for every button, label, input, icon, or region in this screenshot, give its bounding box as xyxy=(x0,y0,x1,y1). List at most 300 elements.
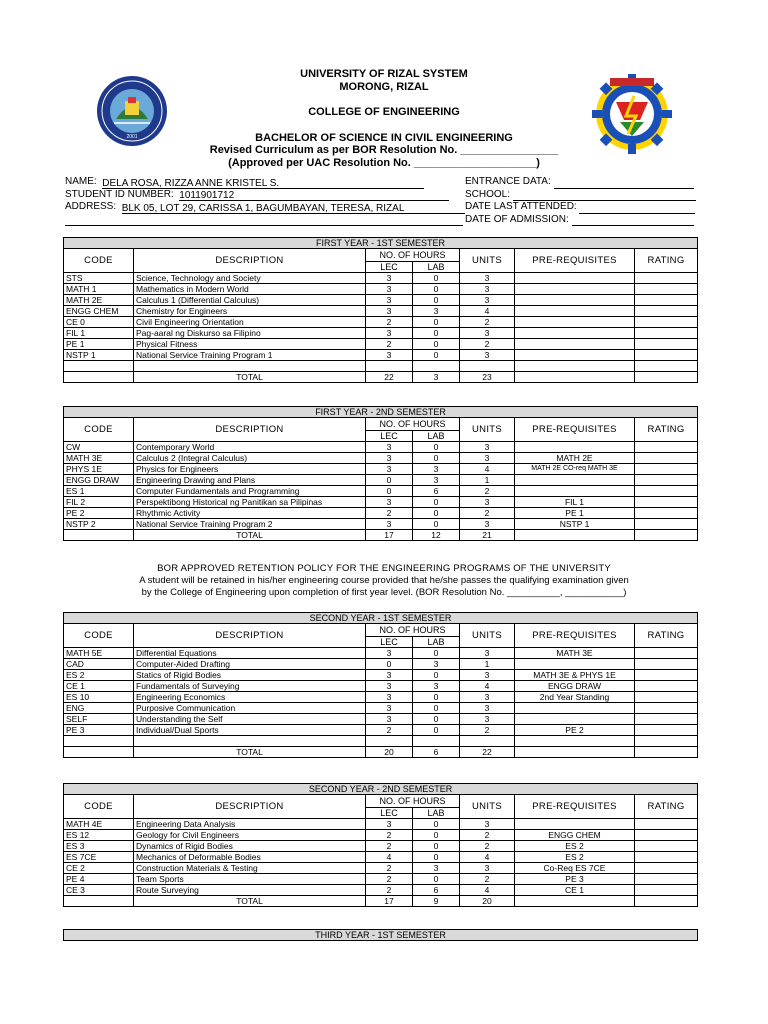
university-name: UNIVERSITY OF RIZAL SYSTEM xyxy=(300,68,468,80)
course-code: PE 4 xyxy=(64,874,134,885)
course-rating[interactable] xyxy=(635,273,698,284)
course-code: PE 1 xyxy=(64,339,134,350)
course-prerequisites: MATH 3E & PHYS 1E xyxy=(515,670,635,681)
course-code: ES 10 xyxy=(64,692,134,703)
address-field xyxy=(122,203,465,214)
course-row xyxy=(64,841,698,852)
total-label: TOTAL xyxy=(134,530,366,541)
course-description: Fundamentals of Surveying xyxy=(134,681,366,692)
course-code: FIL 1 xyxy=(64,328,134,339)
lec-header: LEC xyxy=(366,637,413,648)
course-row xyxy=(64,464,698,475)
course-rating[interactable] xyxy=(635,486,698,497)
course-units: 2 xyxy=(460,841,515,852)
course-code: CW xyxy=(64,442,134,453)
course-units: 3 xyxy=(460,692,515,703)
units-header: UNITS xyxy=(460,795,515,819)
total-units: 23 xyxy=(460,372,515,383)
lec-hours: 3 xyxy=(366,681,413,692)
lec-hours: 3 xyxy=(366,273,413,284)
blank-row xyxy=(64,361,698,372)
course-units: 3 xyxy=(460,284,515,295)
course-units: 1 xyxy=(460,659,515,670)
lec-hours: 3 xyxy=(366,819,413,830)
description-header: DESCRIPTION xyxy=(134,249,366,273)
blank-row xyxy=(64,736,698,747)
course-prerequisites: MATH 2E CO-req MATH 3E xyxy=(515,464,635,475)
course-rating[interactable] xyxy=(635,442,698,453)
lab-hours: 3 xyxy=(413,464,460,475)
total-lab: 3 xyxy=(413,372,460,383)
course-rating[interactable] xyxy=(635,508,698,519)
course-code: ES 1 xyxy=(64,486,134,497)
course-code: CE 0 xyxy=(64,317,134,328)
course-prerequisites xyxy=(515,306,635,317)
course-row xyxy=(64,863,698,874)
lec-hours: 3 xyxy=(366,306,413,317)
course-rating[interactable] xyxy=(635,841,698,852)
name-field xyxy=(102,178,424,189)
rating-header: RATING xyxy=(635,249,698,273)
units-header: UNITS xyxy=(460,249,515,273)
retention-policy xyxy=(0,563,768,599)
lec-header: LEC xyxy=(366,262,413,273)
course-description: Calculus 2 (Integral Calculus) xyxy=(134,453,366,464)
university-location: MORONG, RIZAL xyxy=(339,80,429,93)
course-prerequisites: CE 1 xyxy=(515,885,635,896)
course-prerequisites: ENGG DRAW xyxy=(515,681,635,692)
course-rating[interactable] xyxy=(635,692,698,703)
lec-hours: 3 xyxy=(366,519,413,530)
lab-hours: 3 xyxy=(413,659,460,670)
total-units: 21 xyxy=(460,530,515,541)
prerequisites-header: PRE-REQUISITES xyxy=(515,795,635,819)
lec-hours: 2 xyxy=(366,863,413,874)
course-description: Rhythmic Activity xyxy=(134,508,366,519)
course-units: 4 xyxy=(460,885,515,896)
course-code: PE 2 xyxy=(64,508,134,519)
course-description: Statics of Rigid Bodies xyxy=(134,670,366,681)
lab-hours: 0 xyxy=(413,317,460,328)
hours-header: NO. OF HOURS xyxy=(366,624,460,637)
rating-header: RATING xyxy=(635,624,698,648)
lec-hours: 3 xyxy=(366,464,413,475)
lab-hours: 0 xyxy=(413,819,460,830)
course-row xyxy=(64,725,698,736)
course-prerequisites xyxy=(515,273,635,284)
course-code: MATH 2E xyxy=(64,295,134,306)
course-prerequisites xyxy=(515,819,635,830)
course-description: Chemistry for Engineers xyxy=(134,306,366,317)
course-row xyxy=(64,659,698,670)
retention-policy-title: BOR APPROVED RETENTION POLICY FOR THE ENGINEERING PROGRAMS OF THE UNIVERSITY xyxy=(157,563,611,574)
course-code: PHYS 1E xyxy=(64,464,134,475)
course-code: NSTP 2 xyxy=(64,519,134,530)
description-header: DESCRIPTION xyxy=(134,795,366,819)
total-row xyxy=(64,896,698,907)
lab-header: LAB xyxy=(413,262,460,273)
course-prerequisites: MATH 3E xyxy=(515,648,635,659)
course-rating[interactable] xyxy=(635,317,698,328)
course-description: National Service Training Program 2 xyxy=(134,519,366,530)
lec-hours: 2 xyxy=(366,339,413,350)
lec-header: LEC xyxy=(366,808,413,819)
first-year-first-semester-table xyxy=(63,237,698,383)
description-header: DESCRIPTION xyxy=(134,418,366,442)
date-last-attended-field xyxy=(579,203,695,214)
course-prerequisites: FIL 1 xyxy=(515,497,635,508)
lab-hours: 3 xyxy=(413,306,460,317)
course-code: ES 7CE xyxy=(64,852,134,863)
course-rating[interactable] xyxy=(635,361,698,372)
lab-hours: 0 xyxy=(413,453,460,464)
course-units: 4 xyxy=(460,681,515,692)
total-row xyxy=(64,747,698,758)
total-lec: 17 xyxy=(366,896,413,907)
lec-hours: 2 xyxy=(366,830,413,841)
course-row xyxy=(64,519,698,530)
date-of-admission-label: DATE OF ADMISSION: xyxy=(465,213,569,225)
course-units: 2 xyxy=(460,486,515,497)
lec-hours: 2 xyxy=(366,725,413,736)
course-row xyxy=(64,497,698,508)
seal-year: 2001 xyxy=(126,134,138,140)
course-units: 3 xyxy=(460,350,515,361)
lec-hours: 2 xyxy=(366,841,413,852)
total-label: TOTAL xyxy=(134,747,366,758)
course-prerequisites xyxy=(515,486,635,497)
lec-hours: 3 xyxy=(366,648,413,659)
lab-hours: 0 xyxy=(413,350,460,361)
course-prerequisites: PE 3 xyxy=(515,874,635,885)
course-units: 2 xyxy=(460,339,515,350)
course-description: Perspektibong Historical ng Panitikan sa Pilipinas xyxy=(134,497,366,508)
course-units: 2 xyxy=(460,725,515,736)
lab-hours: 0 xyxy=(413,841,460,852)
course-rating[interactable] xyxy=(635,874,698,885)
course-prerequisites xyxy=(515,475,635,486)
course-row xyxy=(64,486,698,497)
course-rating[interactable] xyxy=(635,306,698,317)
course-description: Physics for Engineers xyxy=(134,464,366,475)
course-units: 3 xyxy=(460,453,515,464)
course-prerequisites: Co-Req ES 7CE xyxy=(515,863,635,874)
lec-hours: 3 xyxy=(366,295,413,306)
lec-hours: 2 xyxy=(366,885,413,896)
code-header: CODE xyxy=(64,418,134,442)
course-units: 1 xyxy=(460,475,515,486)
course-rating[interactable] xyxy=(635,284,698,295)
lab-hours: 0 xyxy=(413,519,460,530)
college-name: COLLEGE OF ENGINEERING xyxy=(308,106,460,118)
course-row xyxy=(64,328,698,339)
lec-hours: 2 xyxy=(366,508,413,519)
course-prerequisites: 2nd Year Standing xyxy=(515,692,635,703)
course-rating[interactable] xyxy=(635,339,698,350)
date-of-admission-field xyxy=(572,215,694,226)
course-rating[interactable] xyxy=(635,328,698,339)
course-rating[interactable] xyxy=(635,863,698,874)
lec-hours: 3 xyxy=(366,714,413,725)
total-units: 20 xyxy=(460,896,515,907)
course-code: FIL 2 xyxy=(64,497,134,508)
course-rating[interactable] xyxy=(635,475,698,486)
lab-hours: 0 xyxy=(413,284,460,295)
course-rating[interactable] xyxy=(635,453,698,464)
hours-header: NO. OF HOURS xyxy=(366,795,460,808)
course-code: STS xyxy=(64,273,134,284)
course-row xyxy=(64,317,698,328)
semester-title: FIRST YEAR - 2ND SEMESTER xyxy=(64,407,698,418)
course-row xyxy=(64,874,698,885)
course-units: 2 xyxy=(460,317,515,328)
course-code: MATH 1 xyxy=(64,284,134,295)
total-label: TOTAL xyxy=(134,372,366,383)
course-row xyxy=(64,670,698,681)
course-description: Dynamics of Rigid Bodies xyxy=(134,841,366,852)
course-code: CE 1 xyxy=(64,681,134,692)
course-units: 2 xyxy=(460,508,515,519)
course-rating[interactable] xyxy=(635,725,698,736)
name-value: DELA ROSA, RIZZA ANNE KRISTEL S. xyxy=(102,177,280,189)
hours-header: NO. OF HOURS xyxy=(366,418,460,431)
course-rating[interactable] xyxy=(635,464,698,475)
course-description: Engineering Economics xyxy=(134,692,366,703)
retention-policy-line1: A student will be retained in his/her engineering course provided that he/she passes the qualifying examination given xyxy=(139,575,629,586)
course-code: SELF xyxy=(64,714,134,725)
code-header: CODE xyxy=(64,249,134,273)
course-rating[interactable] xyxy=(635,819,698,830)
course-description: Understanding the Self xyxy=(134,714,366,725)
course-code: MATH 4E xyxy=(64,819,134,830)
course-description: Engineering Drawing and Plans xyxy=(134,475,366,486)
course-rating[interactable] xyxy=(635,670,698,681)
course-description: Contemporary World xyxy=(134,442,366,453)
course-units: 2 xyxy=(460,830,515,841)
course-rating[interactable] xyxy=(635,703,698,714)
lab-hours: 0 xyxy=(413,442,460,453)
course-description: Team Sports xyxy=(134,874,366,885)
lab-hours: 3 xyxy=(413,681,460,692)
course-code: PE 3 xyxy=(64,725,134,736)
course-row xyxy=(64,508,698,519)
student-id-label: STUDENT ID NUMBER: xyxy=(65,188,174,200)
course-prerequisites xyxy=(515,339,635,350)
course-rating[interactable] xyxy=(635,852,698,863)
lec-hours: 3 xyxy=(366,703,413,714)
course-rating[interactable] xyxy=(635,681,698,692)
course-description: Calculus 1 (Differential Calculus) xyxy=(134,295,366,306)
course-description: National Service Training Program 1 xyxy=(134,350,366,361)
lab-header: LAB xyxy=(413,637,460,648)
lab-hours: 0 xyxy=(413,692,460,703)
course-row xyxy=(64,453,698,464)
semester-title: SECOND YEAR - 2ND SEMESTER xyxy=(64,784,698,795)
semester-title: SECOND YEAR - 1ST SEMESTER xyxy=(64,613,698,624)
lec-hours: 0 xyxy=(366,486,413,497)
lab-hours: 0 xyxy=(413,295,460,306)
course-prerequisites: ES 2 xyxy=(515,852,635,863)
lab-hours: 0 xyxy=(413,339,460,350)
total-lab: 6 xyxy=(413,747,460,758)
first-year-second-semester-table xyxy=(63,406,698,541)
date-last-attended-label: DATE LAST ATTENDED: xyxy=(465,201,577,212)
program-name: BACHELOR OF SCIENCE IN CIVIL ENGINEERING xyxy=(255,131,513,144)
total-lec: 22 xyxy=(366,372,413,383)
course-rating[interactable] xyxy=(635,830,698,841)
prerequisites-header: PRE-REQUISITES xyxy=(515,249,635,273)
course-prerequisites: PE 1 xyxy=(515,508,635,519)
course-description: Civil Engineering Orientation xyxy=(134,317,366,328)
course-rating[interactable] xyxy=(635,519,698,530)
course-units: 3 xyxy=(460,519,515,530)
code-header: CODE xyxy=(64,795,134,819)
course-code: MATH 3E xyxy=(64,453,134,464)
course-units: 3 xyxy=(460,670,515,681)
course-prerequisites: ENGG CHEM xyxy=(515,830,635,841)
semester-title: FIRST YEAR - 1ST SEMESTER xyxy=(64,238,698,249)
course-prerequisites xyxy=(515,350,635,361)
course-description: Individual/Dual Sports xyxy=(134,725,366,736)
university-seal-logo xyxy=(96,75,168,147)
course-prerequisites xyxy=(515,659,635,670)
course-prerequisites xyxy=(515,328,635,339)
total-units: 22 xyxy=(460,747,515,758)
lec-header: LEC xyxy=(366,431,413,442)
course-row xyxy=(64,819,698,830)
course-units: 3 xyxy=(460,703,515,714)
course-code: CE 2 xyxy=(64,863,134,874)
lec-hours: 3 xyxy=(366,284,413,295)
course-description: Purposive Communication xyxy=(134,703,366,714)
course-prerequisites xyxy=(515,317,635,328)
course-units: 3 xyxy=(460,273,515,284)
entrance-data-label: ENTRANCE DATA: xyxy=(465,176,551,187)
course-row xyxy=(64,714,698,725)
course-rating[interactable] xyxy=(635,736,698,747)
course-units: 3 xyxy=(460,819,515,830)
course-rating[interactable] xyxy=(635,659,698,670)
total-lab: 9 xyxy=(413,896,460,907)
course-prerequisites xyxy=(515,442,635,453)
course-rating[interactable] xyxy=(635,714,698,725)
course-row xyxy=(64,273,698,284)
lec-hours: 3 xyxy=(366,692,413,703)
lab-hours: 0 xyxy=(413,497,460,508)
lab-hours: 6 xyxy=(413,885,460,896)
course-description: Mathematics in Modern World xyxy=(134,284,366,295)
course-row xyxy=(64,295,698,306)
lec-hours: 2 xyxy=(366,874,413,885)
lab-hours: 0 xyxy=(413,648,460,659)
course-description: Pag-aaral ng Diskurso sa Filipino xyxy=(134,328,366,339)
total-row xyxy=(64,372,698,383)
student-id-field xyxy=(179,190,449,201)
course-rating[interactable] xyxy=(635,350,698,361)
course-row xyxy=(64,648,698,659)
lab-hours: 0 xyxy=(413,670,460,681)
total-lec: 20 xyxy=(366,747,413,758)
lec-hours: 3 xyxy=(366,442,413,453)
course-code: ENGG CHEM xyxy=(64,306,134,317)
lab-hours: 3 xyxy=(413,475,460,486)
course-code: CE 3 xyxy=(64,885,134,896)
course-units: 4 xyxy=(460,306,515,317)
course-row xyxy=(64,692,698,703)
name-label: NAME: xyxy=(65,176,97,187)
course-description: Computer-Aided Drafting xyxy=(134,659,366,670)
blank-address-line xyxy=(65,215,463,226)
course-code: ENG xyxy=(64,703,134,714)
course-description: Science, Technology and Society xyxy=(134,273,366,284)
lec-hours: 3 xyxy=(366,497,413,508)
course-units: 3 xyxy=(460,714,515,725)
school-field xyxy=(513,190,696,201)
course-code: CAD xyxy=(64,659,134,670)
lab-hours: 0 xyxy=(413,714,460,725)
course-prerequisites: NSTP 1 xyxy=(515,519,635,530)
course-rating[interactable] xyxy=(635,295,698,306)
lec-hours: 3 xyxy=(366,670,413,681)
units-header: UNITS xyxy=(460,624,515,648)
hours-header: NO. OF HOURS xyxy=(366,249,460,262)
entrance-data-field xyxy=(554,178,694,189)
course-row xyxy=(64,306,698,317)
code-header: CODE xyxy=(64,624,134,648)
course-description: Route Surveying xyxy=(134,885,366,896)
retention-policy-line2: by the College of Engineering upon completion of first year level. (BOR Resolution No. __________, ___________) xyxy=(141,587,627,598)
course-rating[interactable] xyxy=(635,648,698,659)
course-code: ES 3 xyxy=(64,841,134,852)
course-units: 3 xyxy=(460,328,515,339)
course-description: Physical Fitness xyxy=(134,339,366,350)
course-rating[interactable] xyxy=(635,885,698,896)
lab-hours: 0 xyxy=(413,725,460,736)
lab-header: LAB xyxy=(413,431,460,442)
course-row xyxy=(64,885,698,896)
lec-hours: 2 xyxy=(366,317,413,328)
semester-title: THIRD YEAR - 1ST SEMESTER xyxy=(64,930,698,941)
course-description: Geology for Civil Engineers xyxy=(134,830,366,841)
course-prerequisites xyxy=(515,703,635,714)
prerequisites-header: PRE-REQUISITES xyxy=(515,418,635,442)
engineering-logo xyxy=(590,72,674,154)
course-units: 2 xyxy=(460,874,515,885)
lab-hours: 0 xyxy=(413,874,460,885)
third-year-first-semester-table xyxy=(63,929,698,941)
lec-hours: 3 xyxy=(366,350,413,361)
course-description: Computer Fundamentals and Programming xyxy=(134,486,366,497)
lab-header: LAB xyxy=(413,808,460,819)
course-units: 3 xyxy=(460,648,515,659)
total-row xyxy=(64,530,698,541)
student-id-value: 1011901712 xyxy=(179,190,235,201)
course-rating[interactable] xyxy=(635,497,698,508)
course-description: Construction Materials & Testing xyxy=(134,863,366,874)
course-row xyxy=(64,442,698,453)
total-lec: 17 xyxy=(366,530,413,541)
lab-hours: 0 xyxy=(413,703,460,714)
course-units: 3 xyxy=(460,295,515,306)
course-row xyxy=(64,350,698,361)
course-row xyxy=(64,339,698,350)
lab-hours: 0 xyxy=(413,328,460,339)
total-label: TOTAL xyxy=(134,896,366,907)
lec-hours: 0 xyxy=(366,659,413,670)
units-header: UNITS xyxy=(460,418,515,442)
lab-hours: 0 xyxy=(413,508,460,519)
course-code: MATH 5E xyxy=(64,648,134,659)
